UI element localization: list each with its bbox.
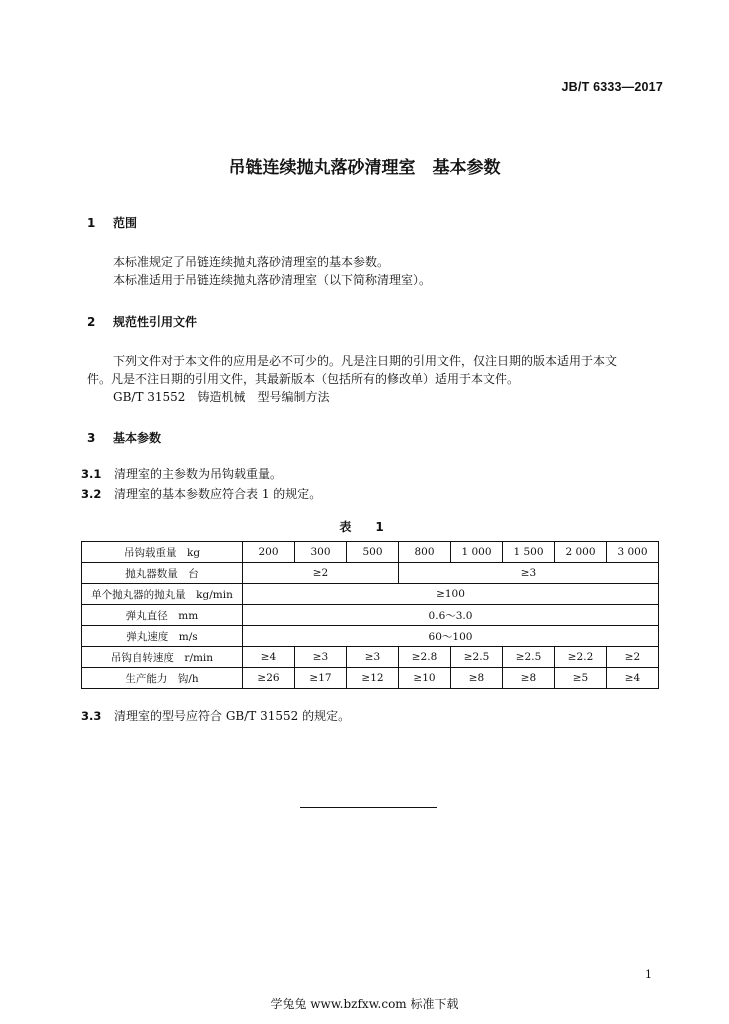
- clause-text: 清理室的主参数为吊钩载重量。: [114, 467, 283, 481]
- table-cell: ≥3: [295, 647, 347, 668]
- table-cell: ≥10: [399, 668, 451, 689]
- table-cell: ≥4: [607, 668, 659, 689]
- table-cell: 2 000: [555, 542, 607, 563]
- table-cell: ≥4: [243, 647, 295, 668]
- table-cell: ≥12: [347, 668, 399, 689]
- table-cell: ≥2: [243, 563, 399, 584]
- table-cell: ≥17: [295, 668, 347, 689]
- row-label: 吊钩载重量 kg: [82, 542, 243, 563]
- normative-reference: GB/T 31552 铸造机械 型号编制方法: [113, 390, 330, 404]
- row-label: 吊钩自转速度 r/min: [82, 647, 243, 668]
- page-number: 1: [645, 968, 652, 981]
- row-label: 弹丸直径 mm: [82, 605, 243, 626]
- section-number: 1: [87, 216, 96, 230]
- table-caption: 表 1: [339, 520, 390, 534]
- parameter-table: [81, 541, 659, 689]
- paragraph: 件。凡是不注日期的引用文件，其最新版本（包括所有的修改单）适用于本文件。: [87, 372, 520, 386]
- table-cell: 1 500: [503, 542, 555, 563]
- table-cell: 800: [399, 542, 451, 563]
- table-cell: ≥3: [399, 563, 659, 584]
- table-row: [82, 626, 659, 647]
- table-row: [82, 605, 659, 626]
- paragraph: 下列文件对于本文件的应用是必不可少的。凡是注日期的引用文件，仅注日期的版本适用于本文: [113, 354, 618, 368]
- table-row: [82, 647, 659, 668]
- table-cell: ≥8: [451, 668, 503, 689]
- table-cell: ≥2.5: [451, 647, 503, 668]
- table-row: [82, 584, 659, 605]
- table-cell: 300: [295, 542, 347, 563]
- end-rule: [300, 807, 437, 808]
- clause-number: 3.1: [81, 467, 102, 481]
- table-row: [82, 563, 659, 584]
- section-number: 3: [87, 431, 96, 445]
- section-2-heading: [87, 313, 197, 330]
- table-cell: 200: [243, 542, 295, 563]
- paragraph: 本标准适用于吊链连续抛丸落砂清理室（以下简称清理室）。: [113, 273, 432, 287]
- table-row: [82, 542, 659, 563]
- table-cell: 1 000: [451, 542, 503, 563]
- table-cell: 0.6～3.0: [243, 605, 659, 626]
- table-cell: ≥8: [503, 668, 555, 689]
- table-cell: ≥2: [607, 647, 659, 668]
- table-cell: ≥2.5: [503, 647, 555, 668]
- table-cell: 3 000: [607, 542, 659, 563]
- table-cell: 60～100: [243, 626, 659, 647]
- row-label: 弹丸速度 m/s: [82, 626, 243, 647]
- clause-3-1: [81, 465, 282, 482]
- footer-watermark: 学兔兔 www.bzfxw.com 标准下载: [270, 997, 459, 1011]
- section-1-heading: [87, 214, 137, 231]
- section-title: 基本参数: [113, 431, 162, 445]
- row-label: 单个抛丸器的抛丸量 kg/min: [82, 584, 243, 605]
- clause-number: 3.3: [81, 709, 102, 723]
- table-cell: ≥2.2: [555, 647, 607, 668]
- table-cell: ≥100: [243, 584, 659, 605]
- table-cell: ≥26: [243, 668, 295, 689]
- table-row: [82, 668, 659, 689]
- table-cell: ≥3: [347, 647, 399, 668]
- row-label: 抛丸器数量 台: [82, 563, 243, 584]
- clause-3-3: [81, 707, 350, 724]
- paragraph: 本标准规定了吊链连续抛丸落砂清理室的基本参数。: [113, 255, 390, 269]
- clause-text: 清理室的基本参数应符合表 1 的规定。: [114, 487, 322, 501]
- section-title: 规范性引用文件: [113, 315, 198, 329]
- table-cell: ≥2.8: [399, 647, 451, 668]
- standard-number: JB/T 6333—2017: [561, 80, 663, 94]
- document-title: 吊链连续抛丸落砂清理室 基本参数: [228, 158, 501, 178]
- clause-text: 清理室的型号应符合 GB/T 31552 的规定。: [114, 709, 351, 723]
- section-title: 范围: [113, 216, 138, 230]
- table-cell: 500: [347, 542, 399, 563]
- section-number: 2: [87, 315, 96, 329]
- section-3-heading: [87, 429, 161, 446]
- row-label: 生产能力 钩/h: [82, 668, 243, 689]
- clause-number: 3.2: [81, 487, 102, 501]
- clause-3-2: [81, 485, 321, 502]
- table-cell: ≥5: [555, 668, 607, 689]
